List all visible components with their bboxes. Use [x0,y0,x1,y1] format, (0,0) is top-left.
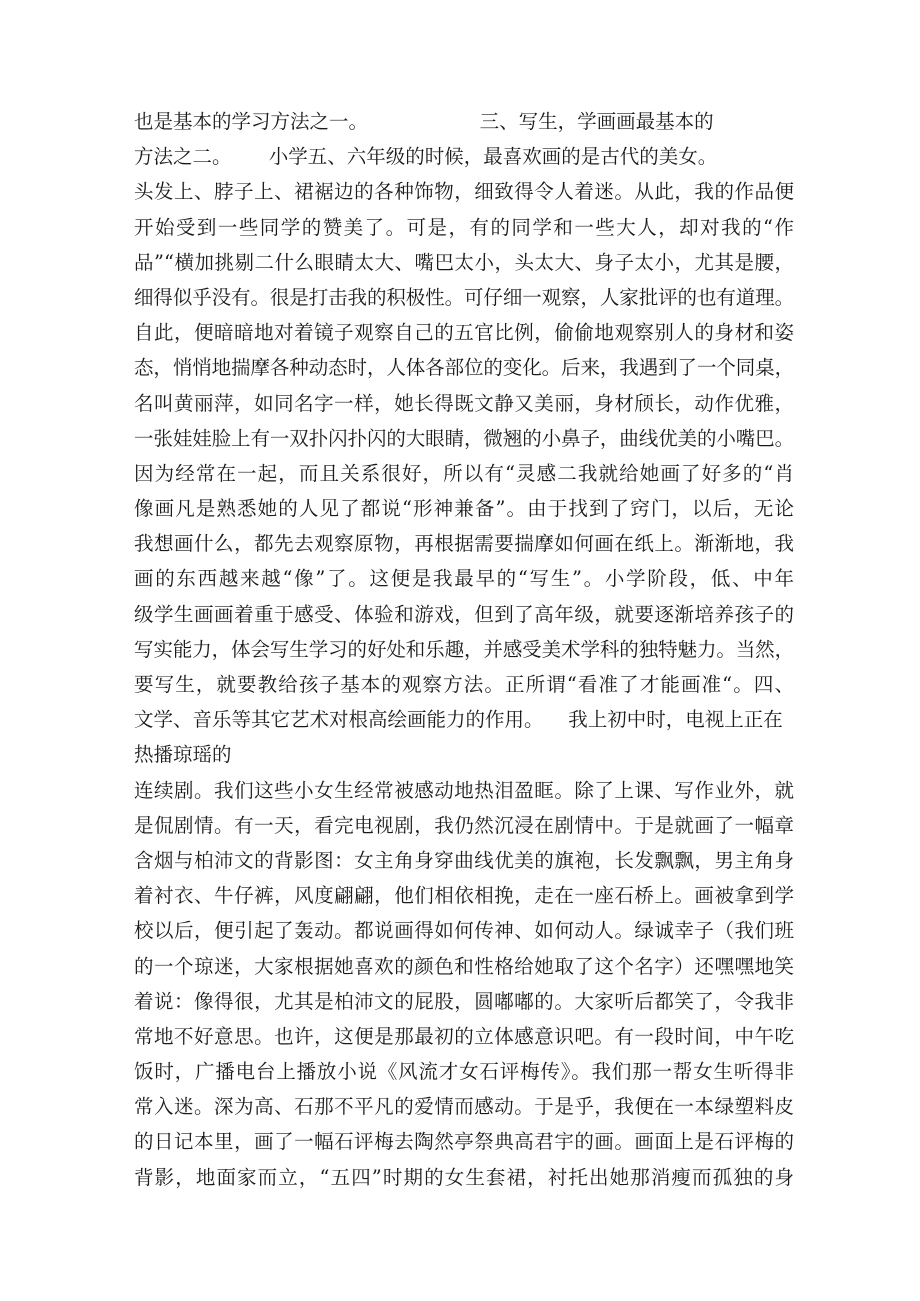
text-line: 的一个琼迷，大家根据她喜欢的颜色和性格给她取了这个名字）还嘿嘿地笑 [134,954,794,978]
text-line: 我想画什么，都先去观察原物，再根据需要揣摩如何画在纸上。渐渐地，我 [134,532,794,556]
text-line: 方法之二。 小学五、六年级的时候，最喜欢画的是古代的美女。 [134,145,718,169]
text-line: 也是基本的学习方法之一。 三、写生，学画画最基本的 [134,110,714,133]
text-line: 头发上、脖子上、裙裾边的各种饰物，细致得令人着迷。从此，我的作品便 [134,180,794,204]
text-line: 自此，便暗暗地对着镜子观察自己的五官比例，偷偷地观察别人的身材和姿 [134,321,794,345]
text-line: 开始受到一些同学的赞美了。可是，有的同学和一些大人，却对我的“作 [134,215,794,239]
body-text [134,104,794,1195]
text-line: 饭时，广播电台上播放小说《风流才女石评梅传》。我们那一帮女生听得非 [134,1060,794,1084]
text-line: 级学生画画着重于感受、体验和游戏，但到了高年级，就要逐渐培养孩子的 [134,602,794,626]
text-line: 着说：像得很，尤其是柏沛文的屁股，圆嘟嘟的。大家听后都笑了，令我非 [134,989,794,1013]
text-line: 写实能力，体会写生学习的好处和乐趣，并感受美术学科的独特魅力。当然， [134,637,795,661]
text-line: 像画凡是熟悉她的人见了都说“形神兼备”。由于找到了窍门，以后，无论 [134,497,794,521]
text-line: 连续剧。我们这些小女生经常被感动地热泪盈眶。除了上课、写作业外，就 [134,778,794,802]
text-line: 背影，地面家而立，“五四”时期的女生套裙，衬托出她那消瘦而孤独的身 [134,1165,794,1189]
text-line: 细得似乎没有。很是打击我的积极性。可仔细一观察，人家批评的也有道理。 [134,285,795,309]
text-line: 一张娃娃脸上有一双扑闪扑闪的大眼睛，微翘的小鼻子，曲线优美的小嘴巴。 [134,426,795,450]
text-line: 热播琼瑶的 [134,743,232,767]
text-line: 名叫黄丽萍，如同名字一样，她长得既文静又美丽，身材颀长，动作优雅， [134,391,794,415]
text-line: 品”“横加挑剔二什么眼睛太大、嘴巴太小，头太大、身子太小，尤其是腰， [134,250,794,274]
text-line: 因为经常在一起，而且关系很好，所以有“灵感二我就给她画了好多的“肖 [134,461,794,485]
text-line: 态，悄悄地揣摩各种动态时，人体各部位的变化。后来，我遇到了一个同桌， [134,356,795,380]
text-line: 文学、音乐等其它艺术对根高绘画能力的作用。 我上初中时，电视上正在 [134,708,783,732]
text-line: 的日记本里，画了一幅石评梅去陶然亭祭典高君宇的画。画面上是石评梅的 [134,1130,794,1154]
text-line: 要写生，就要教给孩子基本的观察方法。正所谓“看准了才能画准“。四、 [134,673,794,696]
text-line: 含烟与柏沛文的背影图：女主角身穿曲线优美的旗袍，长发飘飘，男主角身 [134,848,794,872]
text-line: 校以后，便引起了轰动。都说画得如何传神、如何动人。绿诚幸子（我们班 [134,919,794,943]
text-line: 画的东西越来越“像”了。这便是我最早的“写生”。小学阶段，低、中年 [134,567,794,591]
text-line: 常地不好意思。也许，这便是那最初的立体感意识吧。有一段时间，中午吃 [134,1024,794,1048]
text-line: 着衬衣、牛仔裤，风度翩翩，他们相依相挽，走在一座石桥上。画被拿到学 [134,884,794,908]
text-line: 常入迷。深为高、石那不平凡的爱情而感动。于是乎，我便在一本绿塑料皮 [134,1095,794,1119]
text-line: 是侃剧情。有一天，看完电视剧，我仍然沉浸在剧情中。于是就画了一幅章 [134,813,794,837]
